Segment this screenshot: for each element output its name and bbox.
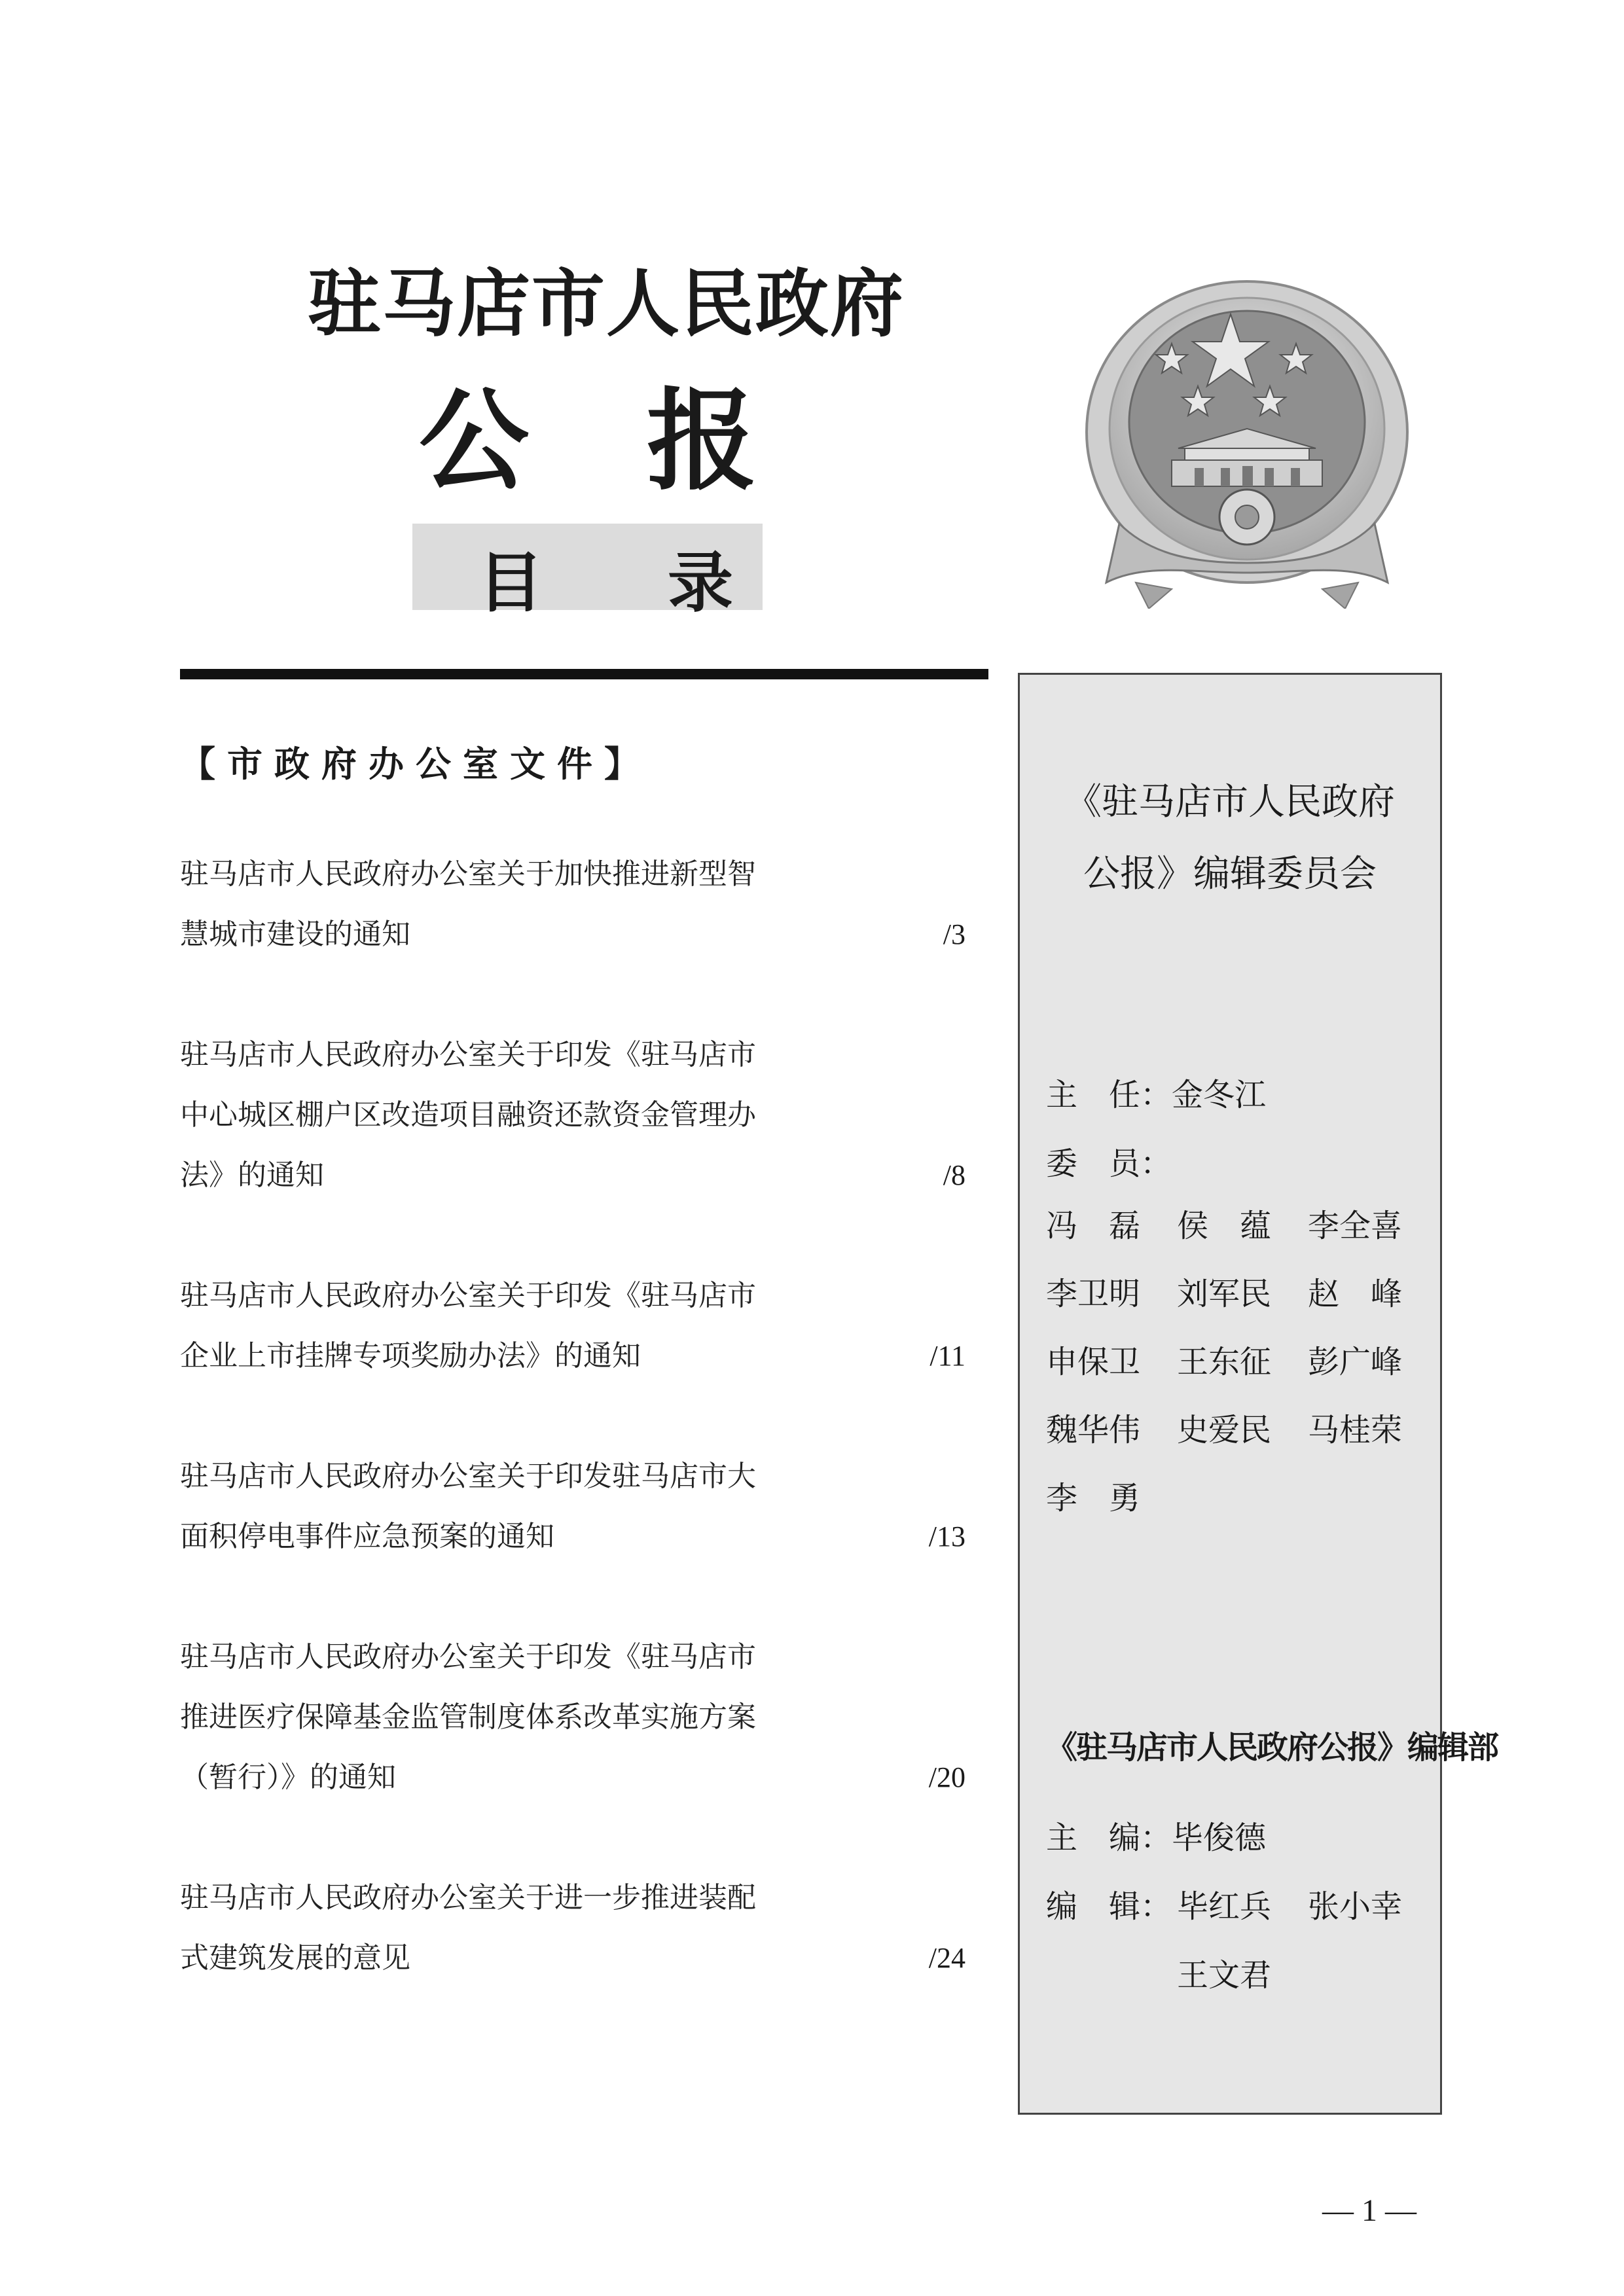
- toc-item[interactable]: [180, 1627, 965, 1808]
- national-emblem-icon: [1074, 275, 1420, 609]
- bulletin-subtitle: [419, 353, 812, 511]
- editor-name: 王文君: [1177, 1957, 1272, 1994]
- member-name: 王东征: [1177, 1344, 1272, 1380]
- toc-item-page: /13: [928, 1520, 965, 1552]
- member-name: 李卫明: [1046, 1276, 1141, 1312]
- toc-item-line: （暂行）》的通知: [180, 1761, 396, 1794]
- toc-item-line: 驻马店市人民政府办公室关于印发《驻马店市: [180, 1640, 756, 1674]
- member-name: 李 勇: [1046, 1480, 1141, 1516]
- toc-item-line: 推进医疗保障基金监管制度体系改革实施方案: [180, 1700, 756, 1734]
- subtitle-char-2: 报: [647, 376, 757, 505]
- committee-title-line-2: 公报》编辑委员会: [1083, 853, 1377, 895]
- section-heading: 【市政府办公室文件】: [180, 743, 651, 785]
- member-name: 申保卫: [1046, 1344, 1141, 1380]
- chief-editor: 主 编：毕俊德: [1046, 1820, 1267, 1856]
- member-name: 赵 峰: [1308, 1276, 1403, 1312]
- toc-item-line: 驻马店市人民政府办公室关于进一步推进装配: [180, 1881, 756, 1914]
- member-name: 马桂荣: [1308, 1412, 1403, 1448]
- member-name: 刘军民: [1177, 1276, 1272, 1312]
- member-name: 史爱民: [1177, 1412, 1272, 1448]
- toc-item-line: 驻马店市人民政府办公室关于印发驻马店市大: [180, 1460, 756, 1493]
- toc-item[interactable]: [180, 844, 965, 965]
- toc-list: [180, 844, 965, 2049]
- committee-title-line-1: 《驻马店市人民政府: [1065, 781, 1395, 823]
- toc-item-line: 驻马店市人民政府办公室关于印发《驻马店市: [180, 1279, 756, 1312]
- masthead-divider: [180, 669, 988, 679]
- bulletin-title: 驻马店市人民政府: [308, 261, 905, 347]
- toc-heading-char-1: 目: [478, 544, 543, 621]
- toc-item-page: /8: [943, 1159, 965, 1191]
- toc-item-line: 面积停电事件应急预案的通知: [180, 1520, 554, 1553]
- toc-item[interactable]: [180, 1266, 965, 1386]
- toc-item-line: 驻马店市人民政府办公室关于印发《驻马店市: [180, 1038, 756, 1071]
- toc-item-page: /24: [928, 1942, 965, 1974]
- member-name: 李全喜: [1308, 1208, 1403, 1244]
- toc-item-line: 式建筑发展的意见: [180, 1941, 410, 1975]
- toc-item-line: 法》的通知: [180, 1158, 324, 1192]
- toc-heading-char-2: 录: [668, 544, 733, 621]
- editorial-dept-title: 《驻马店市人民政府公报》编辑部: [1046, 1729, 1498, 1766]
- editor-name: 张小幸: [1308, 1888, 1403, 1925]
- committee-director: 主 任：金冬江: [1046, 1077, 1267, 1113]
- committee-title: [1020, 766, 1440, 910]
- member-name: 冯 磊: [1046, 1208, 1141, 1244]
- toc-item-page: /11: [929, 1340, 965, 1372]
- editors-label: 编 辑：: [1046, 1888, 1172, 1925]
- toc-item[interactable]: [180, 1446, 965, 1567]
- toc-heading-bar: [412, 524, 763, 621]
- editorial-sidebar: [1018, 673, 1498, 2115]
- page-number: — 1 —: [1322, 2193, 1416, 2228]
- member-name: 侯 蕴: [1177, 1208, 1272, 1244]
- editor-name: 毕红兵: [1177, 1888, 1272, 1925]
- member-name: 魏华伟: [1046, 1412, 1141, 1448]
- committee-members-label: 委 员：: [1046, 1145, 1172, 1182]
- member-name: 彭广峰: [1308, 1344, 1403, 1380]
- toc-item[interactable]: [180, 1025, 965, 1206]
- toc-item-page: /20: [928, 1761, 965, 1793]
- toc-item-line: 慧城市建设的通知: [180, 918, 410, 951]
- toc-item[interactable]: [180, 1868, 965, 1988]
- subtitle-char-1: 公: [419, 376, 529, 505]
- toc-item-line: 驻马店市人民政府办公室关于加快推进新型智: [180, 857, 756, 891]
- toc-item-line: 中心城区棚户区改造项目融资还款资金管理办: [180, 1098, 756, 1132]
- toc-item-line: 企业上市挂牌专项奖励办法》的通知: [180, 1339, 641, 1372]
- toc-item-page: /3: [943, 918, 965, 950]
